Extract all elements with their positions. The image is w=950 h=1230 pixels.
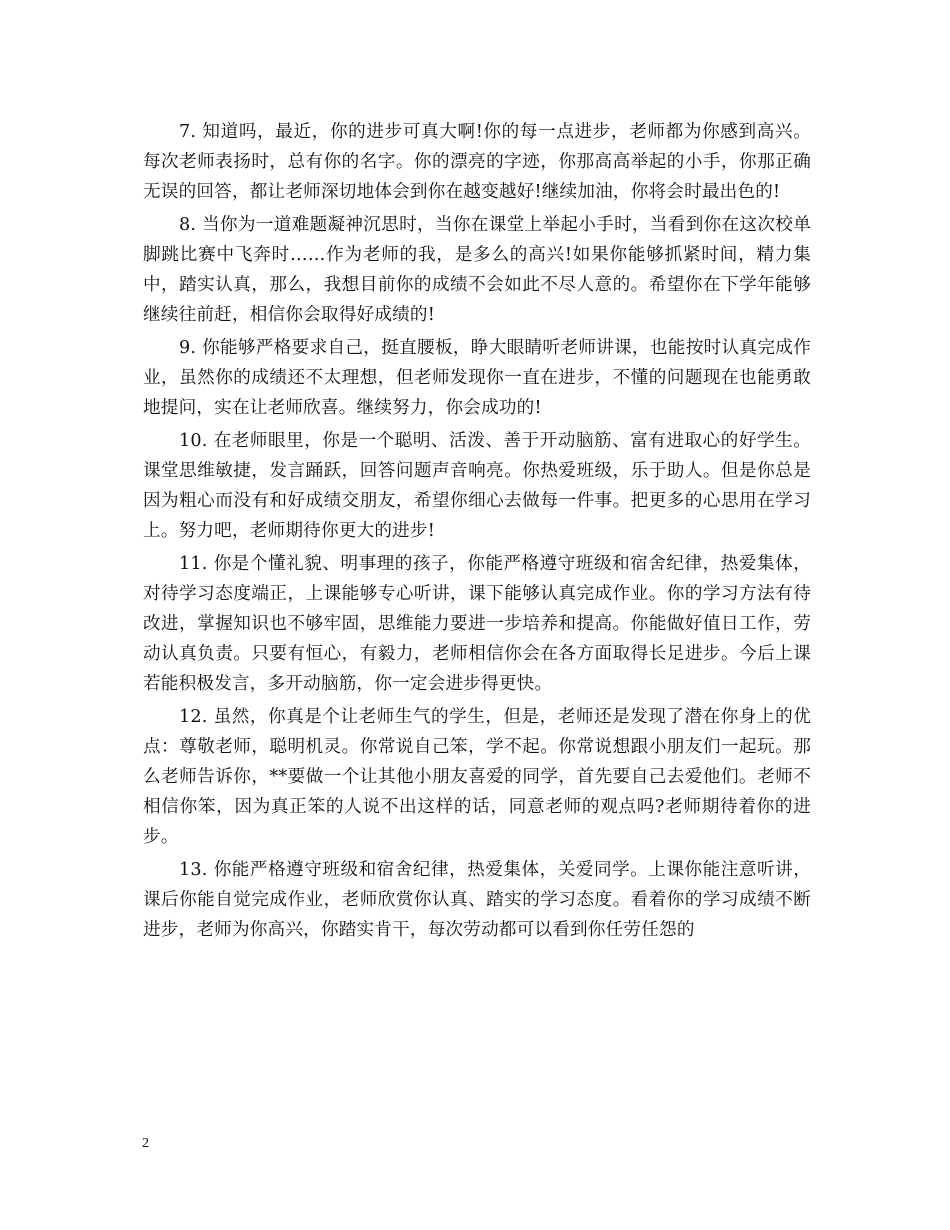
paragraph-11: 11. 你是个懂礼貌、明事理的孩子，你能严格遵守班级和宿舍纪律，热爱集体，对待学习态度端正，上课能够专心听讲，课下能够认真完成作业。你的学习方法有待改进，掌握知识也不够牢固，思维能力要进一步培养和提高。你能做好值日工作，劳动认真负责。只要有恒心，有毅力，老师相信你会在各方面取得长足进步。今后上课若能积极发言，多开动脑筋，你一定会进步得更快。 <box>143 554 811 694</box>
paragraph-9: 9. 你能够严格要求自己，挺直腰板，睁大眼睛听老师讲课，也能按时认真完成作业，虽然你的成绩还不太理想，但老师发现你一直在进步，不懂的问题现在也能勇敢地提问，实在让老师欣喜。继续努力，你会成功的! <box>143 338 811 418</box>
paragraph-10: 10. 在老师眼里，你是一个聪明、活泼、善于开动脑筋、富有进取心的好学生。课堂思维敏捷，发言踊跃，回答问题声音响亮。你热爱班级，乐于助人。但是你总是因为粗心而没有和好成绩交朋友，希望你细心去做每一件事。把更多的心思用在学习上。努力吧，老师期待你更大的进步! <box>143 431 811 541</box>
page-number: 2 <box>142 1136 149 1151</box>
paragraph-13: 13. 你能严格遵守班级和宿舍纪律，热爱集体，关爱同学。上课你能注意听讲，课后你能自觉完成作业，老师欣赏你认真、踏实的学习态度。看着你的学习成绩不断进步，老师为你高兴，你踏实肯干，每次劳动都可以看到你任劳任怨的 <box>143 860 811 940</box>
paragraph-7: 7. 知道吗，最近，你的进步可真大啊!你的每一点进步，老师都为你感到高兴。每次老师表扬时，总有你的名字。你的漂亮的字迹，你那高高举起的小手，你那正确无误的回答，都让老师深切地体会到你在越变越好!继续加油，你将会时最出色的! <box>143 122 811 202</box>
paragraph-12: 12. 虽然，你真是个让老师生气的学生，但是，老师还是发现了潜在你身上的优点：尊敬老师，聪明机灵。你常说自己笨，学不起。你常说想跟小朋友们一起玩。那么老师告诉你，**要做一个让其他小朋友喜爱的同学，首先要自己去爱他们。老师不相信你笨，因为真正笨的人说不出这样的话，同意老师的观点吗?老师期待着你的进步。 <box>143 707 811 847</box>
paragraph-8: 8. 当你为一道难题凝神沉思时，当你在课堂上举起小手时，当看到你在这次校单脚跳比赛中飞奔时……作为老师的我，是多么的高兴!如果你能够抓紧时间，精力集中，踏实认真，那么，我想目前你的成绩不会如此不尽人意的。希望你在下学年能够继续往前赶，相信你会取得好成绩的! <box>143 215 811 325</box>
document-body <box>143 117 811 948</box>
